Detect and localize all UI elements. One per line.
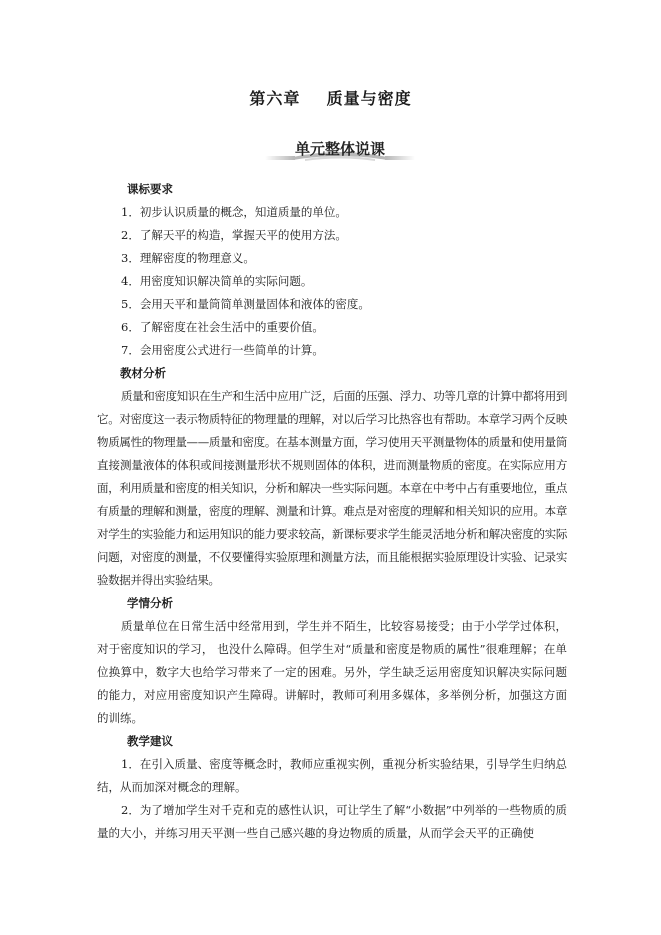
list-item: 5．会用天平和量筒简单测量固体和液体的密度。	[121, 297, 370, 311]
chapter-title: 第六章 质量与密度	[249, 89, 412, 108]
paragraph-teaching-2: 2．为了增加学生对千克和克的感性认识，可让学生了解“小数据”中列举的一些物质的质量的大小，并练习用天平测一些自己感兴趣的身边物质的质量，从而学会天平的正确使	[97, 803, 567, 840]
list-item: 6．了解密度在社会生活中的重要价值。	[121, 320, 324, 334]
list-item: 4．用密度知识解决简单的实际问题。	[121, 274, 313, 288]
document-body	[97, 178, 567, 845]
section-heading-learning: 学情分析	[127, 596, 173, 610]
banner-label: 单元整体说课	[294, 140, 385, 158]
section-heading-textbook: 教材分析	[120, 366, 166, 380]
section-heading-requirements: 课标要求	[127, 182, 173, 196]
paragraph-learning: 质量单位在日常生活中经常用到，学生并不陌生，比较容易接受；由于小学学过体积，对于密度知识的学习， 也没什么障碍。但学生对“质量和密度是物质的属性”很难理解；在单位换算中，数字大也给学习带来了一定的困难。另外，学生缺乏运用密度知识解决实际问题的能力，对应用密度知识产生障碍。讲解时，教师可利用多媒体，多举例分析，加强这方面的训练。	[97, 619, 567, 725]
section-heading-teaching: 教学建议	[127, 734, 173, 748]
list-item: 7．会用密度公式进行一些简单的计算。	[121, 343, 324, 357]
paragraph-textbook: 质量和密度知识在生产和生活中应用广泛，后面的压强、浮力、功等几章的计算中都将用到它。对密度这一表示物质特征的物理量的理解，对以后学习比热容也有帮助。本章学习两个反映物质属性的物理量——质量和密度。在基本测量方面，学习使用天平测量物体的质量和使用量筒直接测量液体的体积或间接测量形状不规则固体的体积，进而测量物质的密度。在实际应用方面，利用质量和密度的相关知识，分析和解决一些实际问题。本章在中考中占有重要地位，重点有质量的理解和测量，密度的理解、测量和计算。难点是对密度的理解和相关知识的应用。本章对学生的实验能力和运用知识的能力要求较高，新课标要求学生能灵活地分析和解决密度的实际问题，对密度的测量，不仅要懂得实验原理和测量方法，而且能根据实验原理设计实验、记录实验数据并得出实验结果。	[97, 389, 567, 587]
unit-banner	[265, 132, 415, 166]
list-item: 1．初步认识质量的概念，知道质量的单位。	[121, 205, 347, 219]
paragraph-teaching-1: 1．在引入质量、密度等概念时，教师应重视实例，重视分析实验结果，引导学生归纳总结，从而加深对概念的理解。	[97, 757, 567, 794]
list-item: 3．理解密度的物理意义。	[121, 251, 255, 265]
list-item: 2．了解天平的构造，掌握天平的使用方法。	[121, 228, 347, 242]
